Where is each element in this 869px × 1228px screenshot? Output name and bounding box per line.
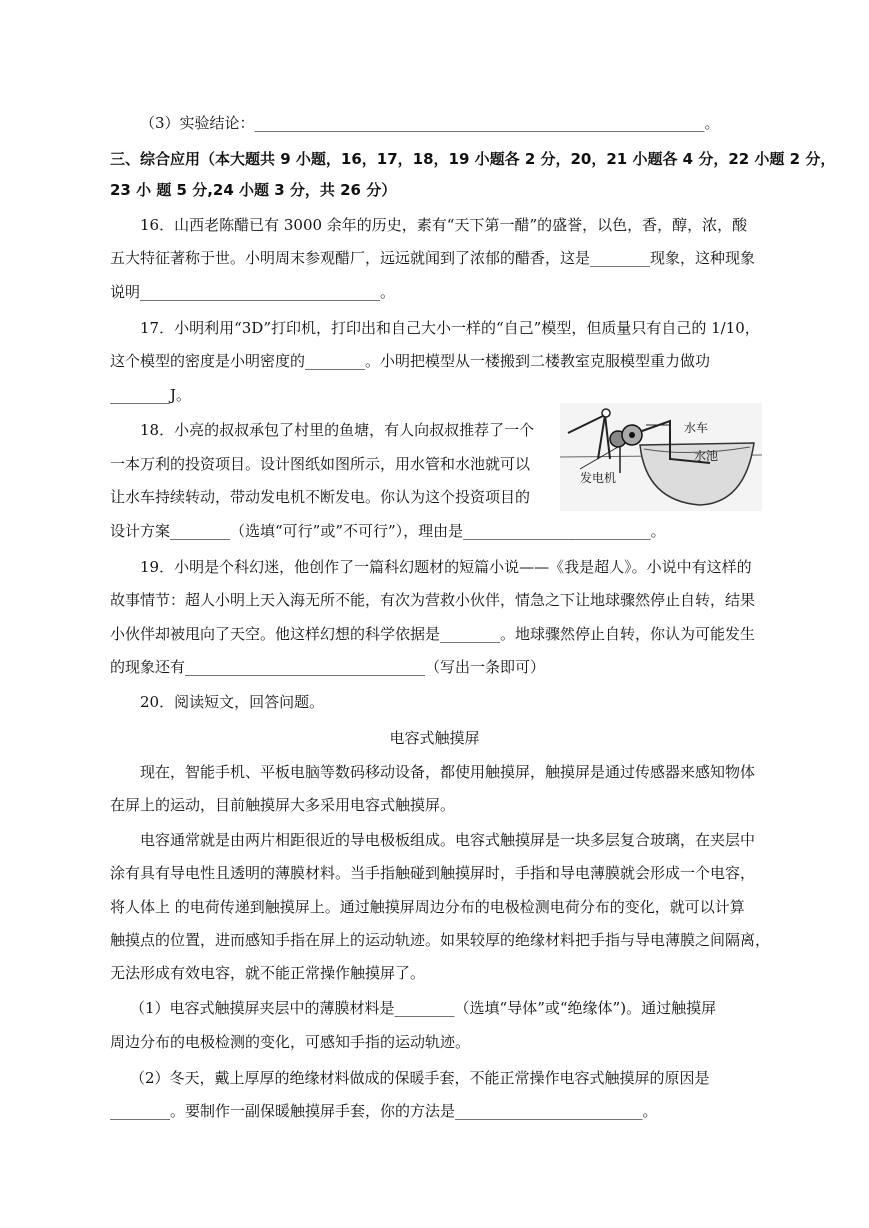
pool-label: 水池 (694, 449, 719, 463)
q19-line1: 19．小明是个科幻迷，他创作了一篇科幻题材的短篇小说——《我是超人》。小说中有这样的 (140, 558, 752, 576)
q17-line3: ________J。 (110, 386, 192, 404)
q19-line3: 小伙伴却被甩向了天空。他这样幻想的科学依据是________。地球骤然停止自转，你认为可能发生 (110, 625, 756, 643)
q17-line1: 17．小明利用“3D”打印机，打印出和自己大小一样的“自己”模型，但质量只有自己的 1/10， (140, 319, 760, 337)
q16-line1: 16．山西老陈醋已有 3000 余年的历史，素有“天下第一醋”的盛誉，以色，香，醇，浓，酸 (140, 216, 748, 234)
section3-heading-line1: 三、综合应用（本大题共 9 小题，16，17，18，19 小题各 2 分，20，21 小题各 4 分，22 小题 2 分， (110, 150, 836, 168)
q20-p2-line3: 将人体上 的电荷传递到触摸屏上。通过触摸屏周边分布的电极检测电荷分布的变化，就可以计算 (110, 898, 745, 916)
q18-line4: 设计方案________（选填“可行”或”不可行”），理由是_________________________。 (110, 522, 666, 540)
generator-label: 发电机 (580, 471, 617, 485)
q18-line2: 一本万利的投资项目。设计图纸如图所示，用水管和水池就可以 (110, 455, 531, 473)
q20-p2-line4: 触摸点的位置，进而感知手指在屏上的运动轨迹。如果较厚的绝缘材料把手指与导电薄膜之间隔离， (110, 931, 771, 949)
q20-sub2-line2: ________。要制作一副保暖触摸屏手套，你的方法是_________________________。 (110, 1102, 658, 1120)
q20-p2-line5: 无法形成有效电容，就不能正常操作触摸屏了。 (110, 964, 426, 982)
q16-line2: 五大特征著称于世。小明周末参观醋厂，远远就闻到了浓郁的醋香，这是________现象，这种现象 (110, 249, 756, 267)
q20-article-title: 电容式触摸屏 (389, 729, 480, 747)
q16-line3: 说明________________________________。 (110, 283, 396, 301)
q20-p1-line2: 在屏上的运动，目前触摸屏大多采用电容式触摸屏。 (110, 796, 456, 814)
q20-intro: 20．阅读短文，回答问题。 (140, 693, 325, 711)
waterwheel-diagram (560, 403, 762, 511)
q20-sub1-line2: 周边分布的电极检测的变化，可感知手指的运动轨迹。 (110, 1033, 471, 1051)
q20-p2-line2: 涂有具有导电性且透明的薄膜材料。当手指触碰到触摸屏时，手指和导电薄膜就会形成一个电容， (110, 864, 756, 882)
waterwheel-generator-figure (560, 403, 762, 511)
q20-p1-line1: 现在，智能手机、平板电脑等数码移动设备，都使用触摸屏，触摸屏是通过传感器来感知物体 (140, 763, 756, 781)
q19-line2: 故事情节：超人小明上天入海无所不能，有次为营救小伙伴，情急之下让地球骤然停止自转，结果 (110, 591, 756, 609)
section3-heading-line2: 23 小 题 5 分,24 小题 3 分，共 26 分） (110, 181, 397, 199)
waterwheel-label: 水车 (684, 421, 709, 435)
q15-part3-conclusion: （3）实验结论：____________________________________________________________。 (140, 114, 720, 132)
q19-line4: 的现象还有________________________________（写出一条即可） (110, 658, 546, 676)
q17-line2: 这个模型的密度是小明密度的________。小明把模型从一楼搬到二楼教室克服模型重力做功 (110, 352, 711, 370)
q18-line3: 让水车持续转动，带动发电机不断发电。你认为这个投资项目的 (110, 488, 531, 506)
q20-sub1-line1: （1）电容式触摸屏夹层中的薄膜材料是________（选填“导体”或“绝缘体”)。通过触摸屏 (130, 999, 717, 1017)
q20-p2-line1: 电容通常就是由两片相距很近的导电极板组成。电容式触摸屏是一块多层复合玻璃，在夹层中 (140, 831, 756, 849)
q18-line1: 18．小亮的叔叔承包了村里的鱼塘，有人向叔叔推荐了一个 (140, 421, 535, 439)
q20-sub2-line1: （2）冬天，戴上厚厚的绝缘材料做成的保暖手套，不能正常操作电容式触摸屏的原因是 (130, 1069, 710, 1087)
